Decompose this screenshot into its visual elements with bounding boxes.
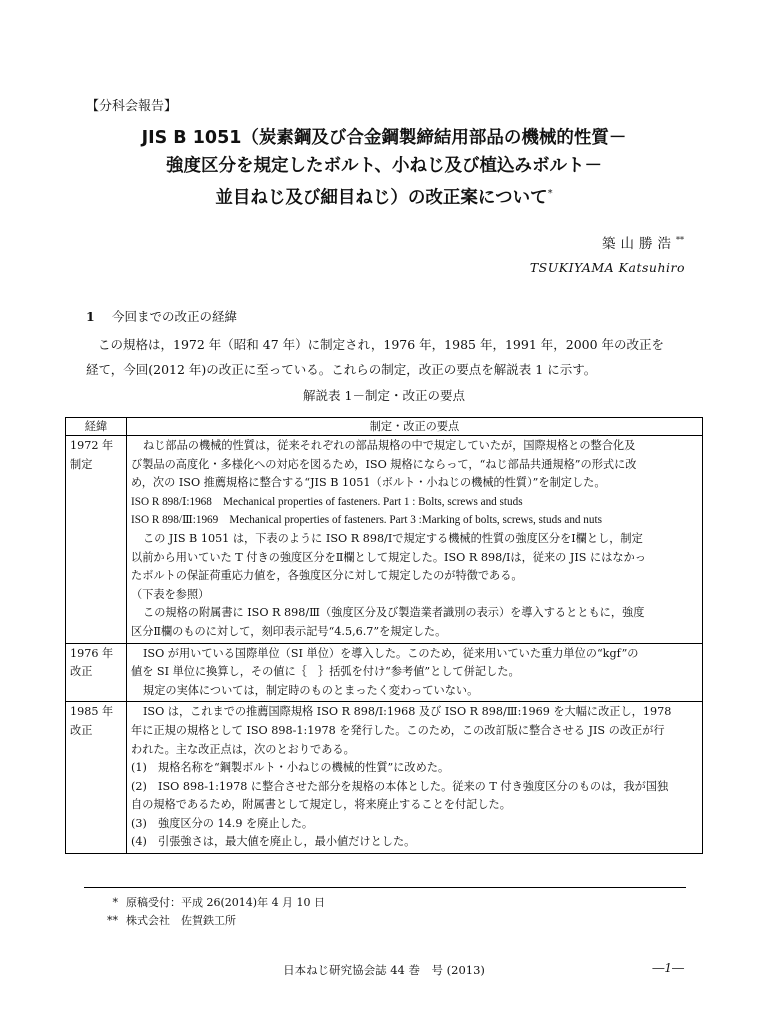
section-title: 今回までの改正の経緯 xyxy=(112,309,238,324)
header-history: 経緯 xyxy=(66,418,127,436)
section-paragraph xyxy=(86,332,688,382)
section-number: 1 xyxy=(86,309,95,324)
table-row xyxy=(66,643,703,702)
author-name-en: TSUKIYAMA Katsuhiro xyxy=(529,260,685,275)
content-line: ISO R 898/Ⅰ:1968 Mechanical properties of fasteners. Part 1 : Bolts, screws and studs xyxy=(131,495,523,508)
content-line: ISO R 898/Ⅲ:1969 Mechanical properties of fasteners. Part 3 :Marking of bolts, screws, studs and nuts xyxy=(131,514,602,527)
page-number: ―1― xyxy=(652,961,684,975)
content-line: (3) 強度区分の 14.9 を廃止した。 xyxy=(131,816,314,830)
row-key xyxy=(66,643,127,702)
content-line: 自の規格であるため，附属書として規定し，将来廃止することを付記した。 xyxy=(131,798,511,812)
row-content xyxy=(127,436,703,644)
row-type: 改正 xyxy=(70,665,93,679)
journal-citation: 日本ねじ研究協会誌 44 巻 号 (2013) xyxy=(283,963,485,977)
content-line: われた。主な改正点は，次のとおりである。 xyxy=(131,742,355,756)
footnote xyxy=(90,912,236,928)
row-type: 制定 xyxy=(70,457,93,471)
revision-table xyxy=(65,417,703,854)
content-line: （下表を参照） xyxy=(131,587,210,601)
paragraph-line: この規格は，1972 年（昭和 47 年）に制定され，1976 年，1985 年，1991 年，2000 年の改正を xyxy=(98,337,665,352)
footnote-mark: ** xyxy=(107,914,118,927)
table-row xyxy=(66,702,703,854)
table-caption: 解説表 1－制定・改正の要点 xyxy=(303,388,465,403)
title-footnote-mark: * xyxy=(547,188,553,199)
content-line: (2) ISO 898-1:1978 に整合させた部分を規格の本体とした。従来の T 付き強度区分のものは，我が国独 xyxy=(131,779,669,793)
content-line: 年に正規の規格として ISO 898-1:1978 を発行した。このため，この改訂版に整合させる JIS の改正が行 xyxy=(131,723,665,737)
row-year: 1976 年 xyxy=(70,646,114,660)
title-line-2: 強度区分を規定したボルト、小ねじ及び植込みボルト－ xyxy=(166,156,602,176)
author-name-jp: 築山勝浩** xyxy=(602,235,684,252)
content-line: び製品の高度化・多様化への対応を図るため，ISO 規格にならって，“ねじ部品共通規格”の形式に改 xyxy=(131,457,637,471)
paragraph-line: 経て，今回(2012 年)の改正に至っている。これらの制定，改正の要点を解説表 1 に示す。 xyxy=(86,362,597,377)
content-line: ねじ部品の機械的性質は，従来それぞれの部品規格の中で規定していたが，国際規格との整合化及 xyxy=(143,439,636,452)
content-line: (4) 引張強さは，最大値を廃止し，最小値だけとした。 xyxy=(131,835,416,849)
section-heading xyxy=(86,307,237,325)
row-type: 改正 xyxy=(70,723,93,737)
footnote-divider xyxy=(84,887,686,888)
row-year: 1972 年 xyxy=(70,439,114,452)
content-line: ISO は，これまでの推薦国際規格 ISO R 898/Ⅰ:1968 及び ISO R 898/Ⅲ:1969 を大幅に改正し，1978 xyxy=(143,705,672,719)
paper-title xyxy=(60,124,708,212)
row-key xyxy=(66,436,127,644)
row-content xyxy=(127,643,703,702)
content-line: 規定の実体については，制定時のものとまったく変わっていない。 xyxy=(143,683,479,697)
title-line-1: JIS B 1051（炭素鋼及び合金鋼製締結用部品の機械的性質－ xyxy=(141,128,627,148)
title-line-3: 並目ねじ及び細目ねじ）の改正案について* xyxy=(215,187,553,208)
content-line: (1) 規格名称を“鋼製ボルト・小ねじの機械的性質”に改めた。 xyxy=(131,761,450,775)
row-year: 1985 年 xyxy=(70,705,114,719)
content-line: この規格の附属書に ISO R 898/Ⅲ（強度区分及び製造業者識別の表示）を導入するとともに，強度 xyxy=(143,606,645,620)
author-footnote-mark: ** xyxy=(676,235,684,245)
content-line: め，次の ISO 推薦規格に整合する“JIS B 1051（ボルト・小ねじの機械的性質）”を制定した。 xyxy=(131,476,606,490)
content-line: 区分Ⅱ欄のものに対して，刻印表示記号“4.5,6.7”を規定した。 xyxy=(131,624,447,638)
content-line: 以前から用いていた T 付きの強度区分をⅡ欄として規定した。ISO R 898/Ⅰは，従来の JIS にはなかっ xyxy=(131,550,646,564)
content-line: ISO が用いている国際単位（SI 単位）を導入した。このため，従来用いていた重力単位の“kgf”の xyxy=(143,646,639,660)
content-line: 値を SI 単位に換算し，その値に｛ ｝括弧を付け“参考値”として併記した。 xyxy=(131,665,520,679)
content-line: たボルトの保証荷重応力値を，各強度区分に対して規定したのが特徴である。 xyxy=(131,569,523,583)
footnote-text: 株式会社 佐賀鉄工所 xyxy=(126,914,236,927)
table-header-row xyxy=(66,418,703,436)
table-row xyxy=(66,436,703,644)
content-line: この JIS B 1051 は，下表のように ISO R 898/Ⅰで規定する機械的性質の強度区分をⅠ欄とし，制定 xyxy=(143,531,643,545)
footnote xyxy=(90,894,325,910)
footnote-mark: * xyxy=(112,896,118,909)
row-key xyxy=(66,702,127,854)
report-category: 【分科会報告】 xyxy=(86,99,178,114)
row-content xyxy=(127,702,703,854)
header-points: 制定・改正の要点 xyxy=(127,418,703,436)
footnote-text: 原稿受付：平成 26(2014)年 4 月 10 日 xyxy=(126,896,326,909)
